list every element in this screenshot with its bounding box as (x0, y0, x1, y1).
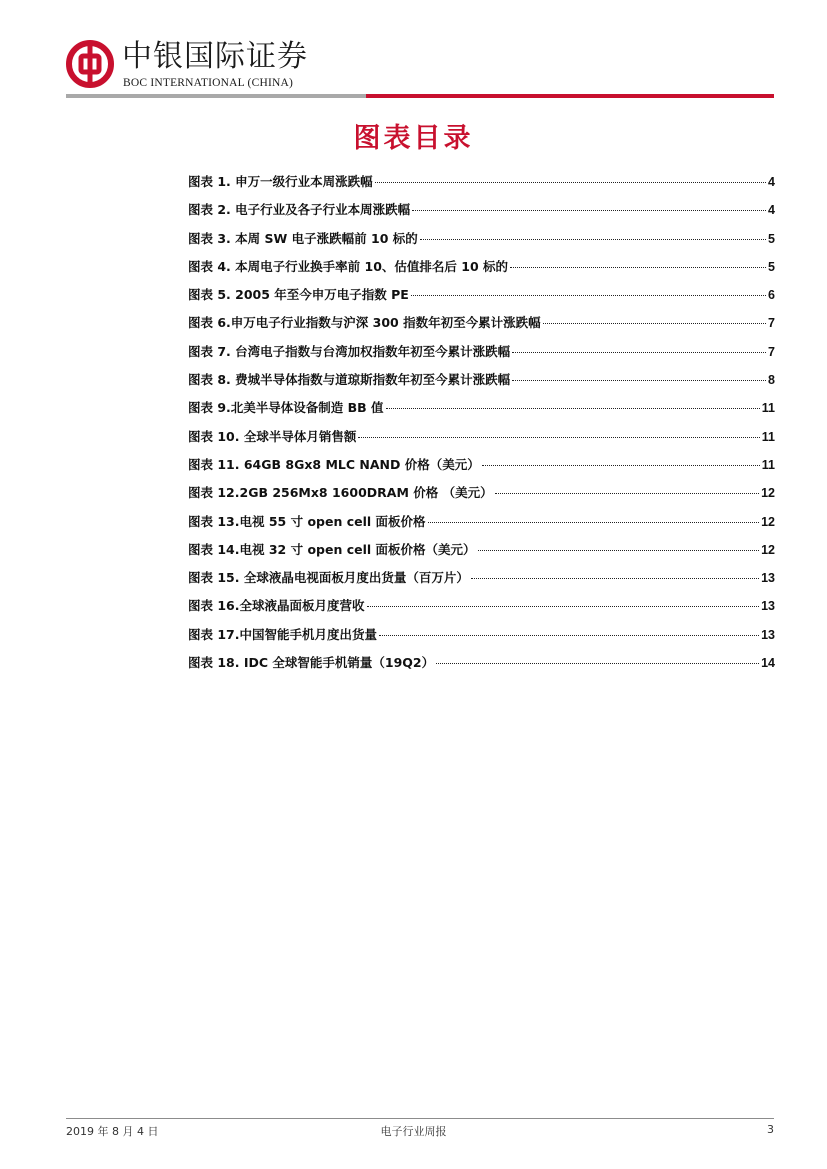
toc-entry[interactable] (188, 342, 775, 370)
toc-entry-label: 图表 1. 申万一级行业本周涨跌幅 (188, 174, 373, 189)
toc-entry[interactable] (188, 370, 775, 398)
toc-entry-page: 11 (761, 429, 775, 444)
toc-dot-leader (358, 437, 759, 438)
toc-entry[interactable] (188, 398, 775, 426)
toc-dot-leader (420, 239, 766, 240)
toc-dot-leader (412, 210, 766, 211)
toc-entry-label: 图表 16.全球液晶面板月度营收 (188, 598, 365, 614)
toc-entry[interactable] (188, 596, 775, 624)
toc-entry[interactable] (188, 625, 775, 653)
toc-entry-page: 11 (761, 401, 775, 416)
toc-entry-label: 图表 6.申万电子行业指数与沪深 300 指数年初至今累计涨跌幅 (188, 315, 541, 331)
toc-dot-leader (428, 522, 760, 523)
toc-dot-leader (471, 578, 759, 579)
toc-entry[interactable] (188, 200, 775, 228)
toc-entry-label: 图表 11. 64GB 8Gx8 MLC NAND 价格（美元） (188, 456, 480, 472)
toc-dot-leader (482, 465, 760, 466)
toc-entry-label: 图表 4. 本周电子行业换手率前 10、估值排名后 10 标的 (188, 258, 508, 274)
toc-entry[interactable] (188, 455, 775, 483)
toc-entry-label: 图表 14.电视 32 寸 open cell 面板价格（美元） (188, 541, 476, 557)
toc-entry-page: 7 (768, 344, 775, 359)
toc-dot-leader (512, 380, 766, 381)
toc-entry-label: 图表 13.电视 55 寸 open cell 面板价格 (188, 513, 426, 529)
toc-entry-page: 5 (768, 231, 775, 246)
toc-entry-page: 12 (761, 514, 775, 529)
toc-entry[interactable] (188, 568, 775, 596)
toc-entry-label: 图表 9.北美半导体设备制造 BB 值 (188, 400, 384, 416)
toc-entry-page: 6 (768, 288, 775, 303)
toc-dot-leader (375, 182, 766, 183)
toc-entry[interactable] (188, 653, 775, 681)
toc-entry[interactable] (188, 229, 775, 257)
toc-title: 图表目录 (353, 123, 474, 154)
toc-entry-page: 12 (761, 542, 775, 557)
toc-entry-label: 图表 12.2GB 256Mx8 1600DRAM 价格 （美元） (188, 485, 493, 501)
footer-date: 2019 年 8 月 4 日 (66, 1125, 159, 1138)
toc-dot-leader (510, 267, 766, 268)
table-of-figures (188, 172, 775, 681)
toc-entry[interactable] (188, 427, 775, 455)
toc-dot-leader (543, 323, 766, 324)
toc-entry-label: 图表 15. 全球液晶电视面板月度出货量（百万片） (188, 570, 469, 586)
toc-entry-label: 图表 2. 电子行业及各子行业本周涨跌幅 (188, 202, 411, 218)
toc-dot-leader (367, 606, 760, 607)
brand-name-english: BOC INTERNATIONAL (CHINA) (123, 77, 294, 89)
toc-dot-leader (436, 663, 759, 664)
toc-entry-label: 图表 17.中国智能手机月度出货量 (188, 626, 377, 642)
toc-entry-page: 14 (761, 656, 775, 671)
toc-entry-label: 图表 7. 台湾电子指数与台湾加权指数年初至今累计涨跌幅 (188, 343, 511, 359)
toc-entry[interactable] (188, 172, 775, 200)
toc-entry-page: 12 (761, 486, 775, 501)
toc-entry-label: 图表 8. 费城半导体指数与道琼斯指数年初至今累计涨跌幅 (188, 372, 511, 388)
toc-entry-page: 5 (768, 259, 775, 274)
toc-dot-leader (379, 635, 759, 636)
toc-entry-label: 图表 10. 全球半导体月销售额 (188, 428, 357, 444)
toc-entry[interactable] (188, 483, 775, 511)
toc-entry-label: 图表 3. 本周 SW 电子涨跌幅前 10 标的 (188, 230, 418, 246)
toc-entry[interactable] (188, 285, 775, 313)
footer-rule (66, 1118, 774, 1119)
footer-report-type: 电子行业周报 (380, 1125, 447, 1138)
toc-entry-page: 7 (768, 316, 775, 331)
toc-entry-label: 图表 5. 2005 年至今申万电子指数 PE (188, 287, 409, 303)
toc-dot-leader (495, 493, 760, 494)
toc-entry[interactable] (188, 257, 775, 285)
toc-entry-page: 4 (768, 175, 775, 189)
brand-name-chinese: 中银国际证券 (122, 39, 308, 74)
footer-page-number: 3 (767, 1123, 774, 1136)
page-header (66, 38, 774, 102)
toc-dot-leader (411, 295, 766, 296)
toc-entry-page: 13 (761, 627, 775, 642)
toc-entry[interactable] (188, 540, 775, 568)
toc-dot-leader (478, 550, 760, 551)
toc-dot-leader (512, 352, 766, 353)
header-rule-gray (66, 94, 366, 98)
toc-entry[interactable] (188, 313, 775, 341)
toc-entry-label: 图表 18. IDC 全球智能手机销量（19Q2） (188, 655, 435, 671)
toc-entry-page: 13 (761, 599, 775, 614)
toc-entry-page: 8 (768, 373, 775, 388)
toc-entry[interactable] (188, 512, 775, 540)
toc-entry-page: 4 (768, 203, 775, 218)
toc-entry-page: 11 (761, 457, 775, 472)
toc-entry-page: 13 (761, 571, 775, 586)
toc-dot-leader (386, 408, 760, 409)
boc-logo-icon (66, 40, 114, 88)
header-rule-red (366, 94, 774, 98)
